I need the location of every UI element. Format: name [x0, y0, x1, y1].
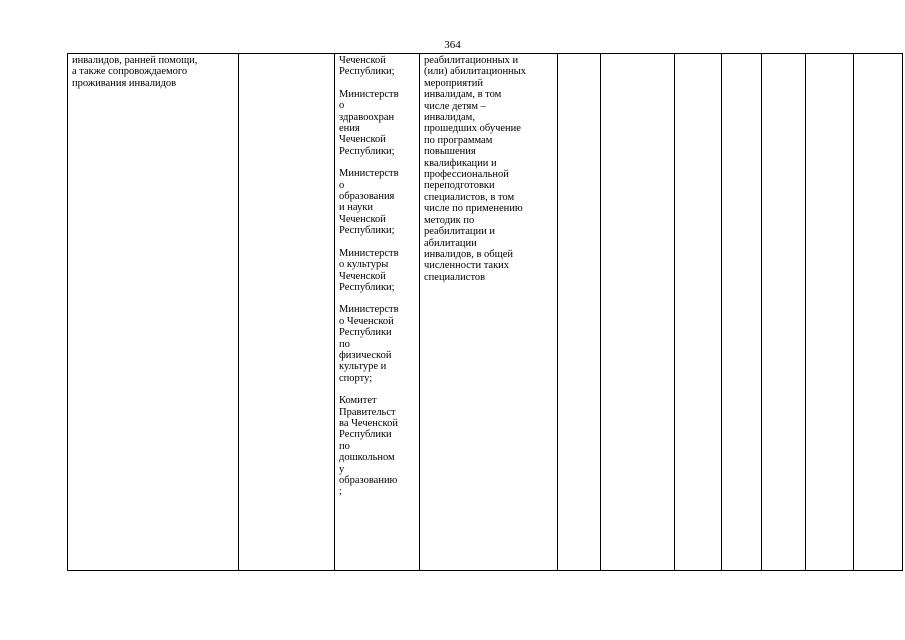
agency-item: Чеченской Республики; [339, 55, 395, 78]
cell-empty-9 [762, 54, 806, 571]
cell-empty-10 [806, 54, 854, 571]
cell-empty-11 [854, 54, 903, 571]
document-table [67, 53, 903, 571]
cell-empty-6 [601, 54, 675, 571]
cell-empty-7 [675, 54, 722, 571]
page-number: 364 [444, 39, 461, 51]
description-text: инвалидов, ранней помощи, а также сопровождаемого проживания инвалидов [72, 55, 198, 89]
agency-item: Министерств о Чеченской Республики по физической культуре и спорту; [339, 304, 399, 384]
agency-item: Комитет Правительст ва Чеченской Республики по дошкольном у образованию ; [339, 395, 398, 498]
agency-item: Министерств о здравоохран ения Чеченской Республики; [339, 88, 399, 157]
cell-description [68, 54, 239, 571]
table-row [68, 54, 903, 571]
agency-item: Министерств о культуры Чеченской Республики; [339, 247, 399, 293]
cell-empty-2 [239, 54, 335, 571]
agency-item: Министерств о образования и науки Чеченской Республики; [339, 168, 399, 237]
cell-empty-5 [558, 54, 601, 571]
cell-responsible-agencies [335, 54, 420, 571]
cell-empty-8 [722, 54, 762, 571]
indicator-text: реабилитационных и (или) абилитационных мероприятий инвалидам, в том числе детям – инвалидам, прошедших обучение по программам повышения квалификации и профессиональной переподготовки специалистов, в том числе по применению методик по реабилитации и абилитации инвалидов, в общей численности таких специалистов [424, 55, 526, 283]
cell-indicator [420, 54, 558, 571]
